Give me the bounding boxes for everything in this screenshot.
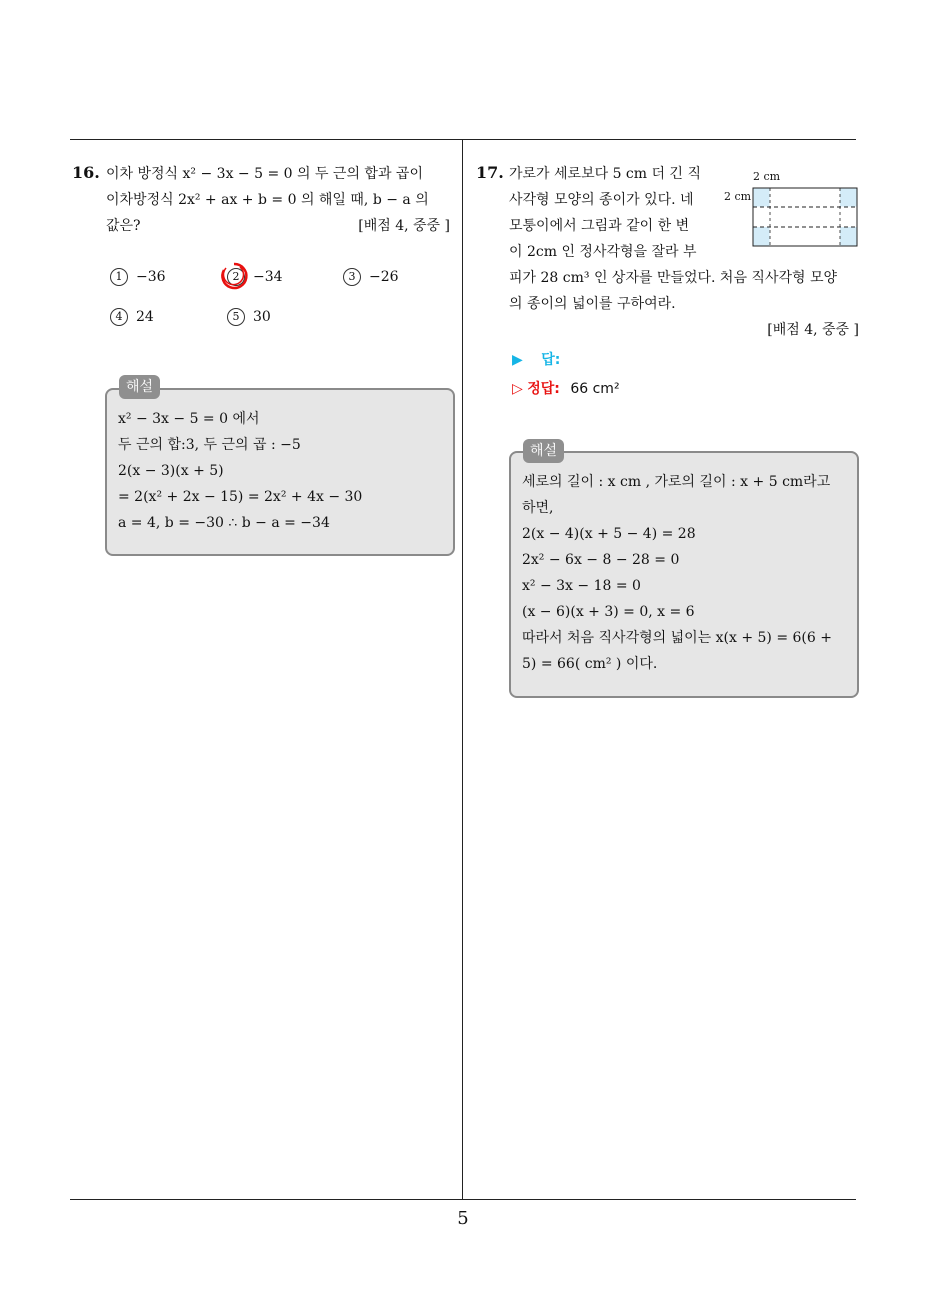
choice-4[interactable] <box>110 308 154 326</box>
explanation-line: 5) = 66( cm² ) 이다. <box>522 656 658 672</box>
question-16-explanation <box>118 406 448 536</box>
explanation-line: x² − 3x − 5 = 0 에서 <box>118 411 260 427</box>
outline-arrow-icon: ▷ <box>512 381 523 397</box>
selected-answer-circle-icon <box>218 260 250 294</box>
choice-1[interactable] <box>110 268 166 286</box>
bottom-rule <box>70 1199 856 1200</box>
column-divider <box>462 139 463 1200</box>
choice-1-label: −36 <box>136 269 166 285</box>
question-16-number: 16. <box>72 163 100 182</box>
question-16-line-1: 이차 방정식 x² − 3x − 5 = 0 의 두 근의 합과 곱이 <box>106 166 423 182</box>
figure-label-left: 2 cm <box>724 190 752 203</box>
rectangle-diagram <box>752 186 860 248</box>
answer-row <box>512 349 560 369</box>
choice-5-label: 30 <box>253 309 271 325</box>
question-17-score: [배점 4, 중중 ] <box>767 322 859 338</box>
choice-2-label: −34 <box>253 269 283 285</box>
question-17-line-4: 이 2cm 인 정사각형을 잘라 부 <box>509 244 697 260</box>
question-16-line-3: 값은? <box>106 218 141 234</box>
explanation-line: 두 근의 합:3, 두 근의 곱 : −5 <box>118 437 301 453</box>
correct-answer-row <box>512 378 620 398</box>
figure-label-top: 2 cm <box>753 170 781 183</box>
choice-2-marker: 2 <box>227 268 245 286</box>
question-16-explanation-tag: 해설 <box>119 375 160 399</box>
choice-5[interactable] <box>227 308 271 326</box>
explanation-line: 세로의 길이 : x cm , 가로의 길이 : x + 5 cm라고 <box>522 474 831 490</box>
page-number: 5 <box>457 1208 469 1229</box>
explanation-line: 하면, <box>522 500 554 516</box>
explanation-line: 2(x − 4)(x + 5 − 4) = 28 <box>522 526 696 542</box>
choice-4-label: 24 <box>136 309 154 325</box>
choice-3-marker: 3 <box>343 268 361 286</box>
play-arrow-icon: ▶ <box>512 352 523 368</box>
choice-4-marker: 4 <box>110 308 128 326</box>
choice-5-marker: 5 <box>227 308 245 326</box>
correct-answer-label: 정답: <box>527 381 560 397</box>
answer-label: 답: <box>541 352 561 368</box>
question-17-explanation <box>522 469 852 677</box>
question-16-text <box>106 161 456 239</box>
top-rule <box>70 139 856 140</box>
question-17-number: 17. <box>476 163 504 182</box>
question-17-line-3: 모퉁이에서 그림과 같이 한 변 <box>509 218 690 234</box>
explanation-line: 2x² − 6x − 8 − 28 = 0 <box>522 552 680 568</box>
choice-3[interactable] <box>343 268 399 286</box>
question-17-line-2: 사각형 모양의 종이가 있다. 네 <box>509 192 694 208</box>
explanation-line: x² − 3x − 18 = 0 <box>522 578 641 594</box>
question-17-line-5: 피가 28 cm³ 인 상자를 만들었다. 처음 직사각형 모양 <box>509 270 838 286</box>
question-16-line-2: 이차방정식 2x² + ax + b = 0 의 해일 때, b − a 의 <box>106 192 429 208</box>
question-16-score: [배점 4, 중중 ] <box>358 218 450 234</box>
choice-2[interactable] <box>227 268 283 286</box>
choice-1-marker: 1 <box>110 268 128 286</box>
explanation-line: a = 4, b = −30 ∴ b − a = −34 <box>118 515 330 531</box>
explanation-line: 2(x − 3)(x + 5) <box>118 463 224 479</box>
choice-3-label: −26 <box>369 269 399 285</box>
correct-answer-value: 66 cm² <box>570 381 620 397</box>
explanation-line: (x − 6)(x + 3) = 0, x = 6 <box>522 604 695 620</box>
question-17-explanation-tag: 해설 <box>523 439 564 463</box>
explanation-line: = 2(x² + 2x − 15) = 2x² + 4x − 30 <box>118 489 363 505</box>
question-17-line-1: 가로가 세로보다 5 cm 더 긴 직 <box>509 166 701 182</box>
question-17-line-6: 의 종이의 넓이를 구하여라. <box>509 296 676 312</box>
explanation-line: 따라서 처음 직사각형의 넓이는 x(x + 5) = 6(6 + <box>522 630 832 646</box>
